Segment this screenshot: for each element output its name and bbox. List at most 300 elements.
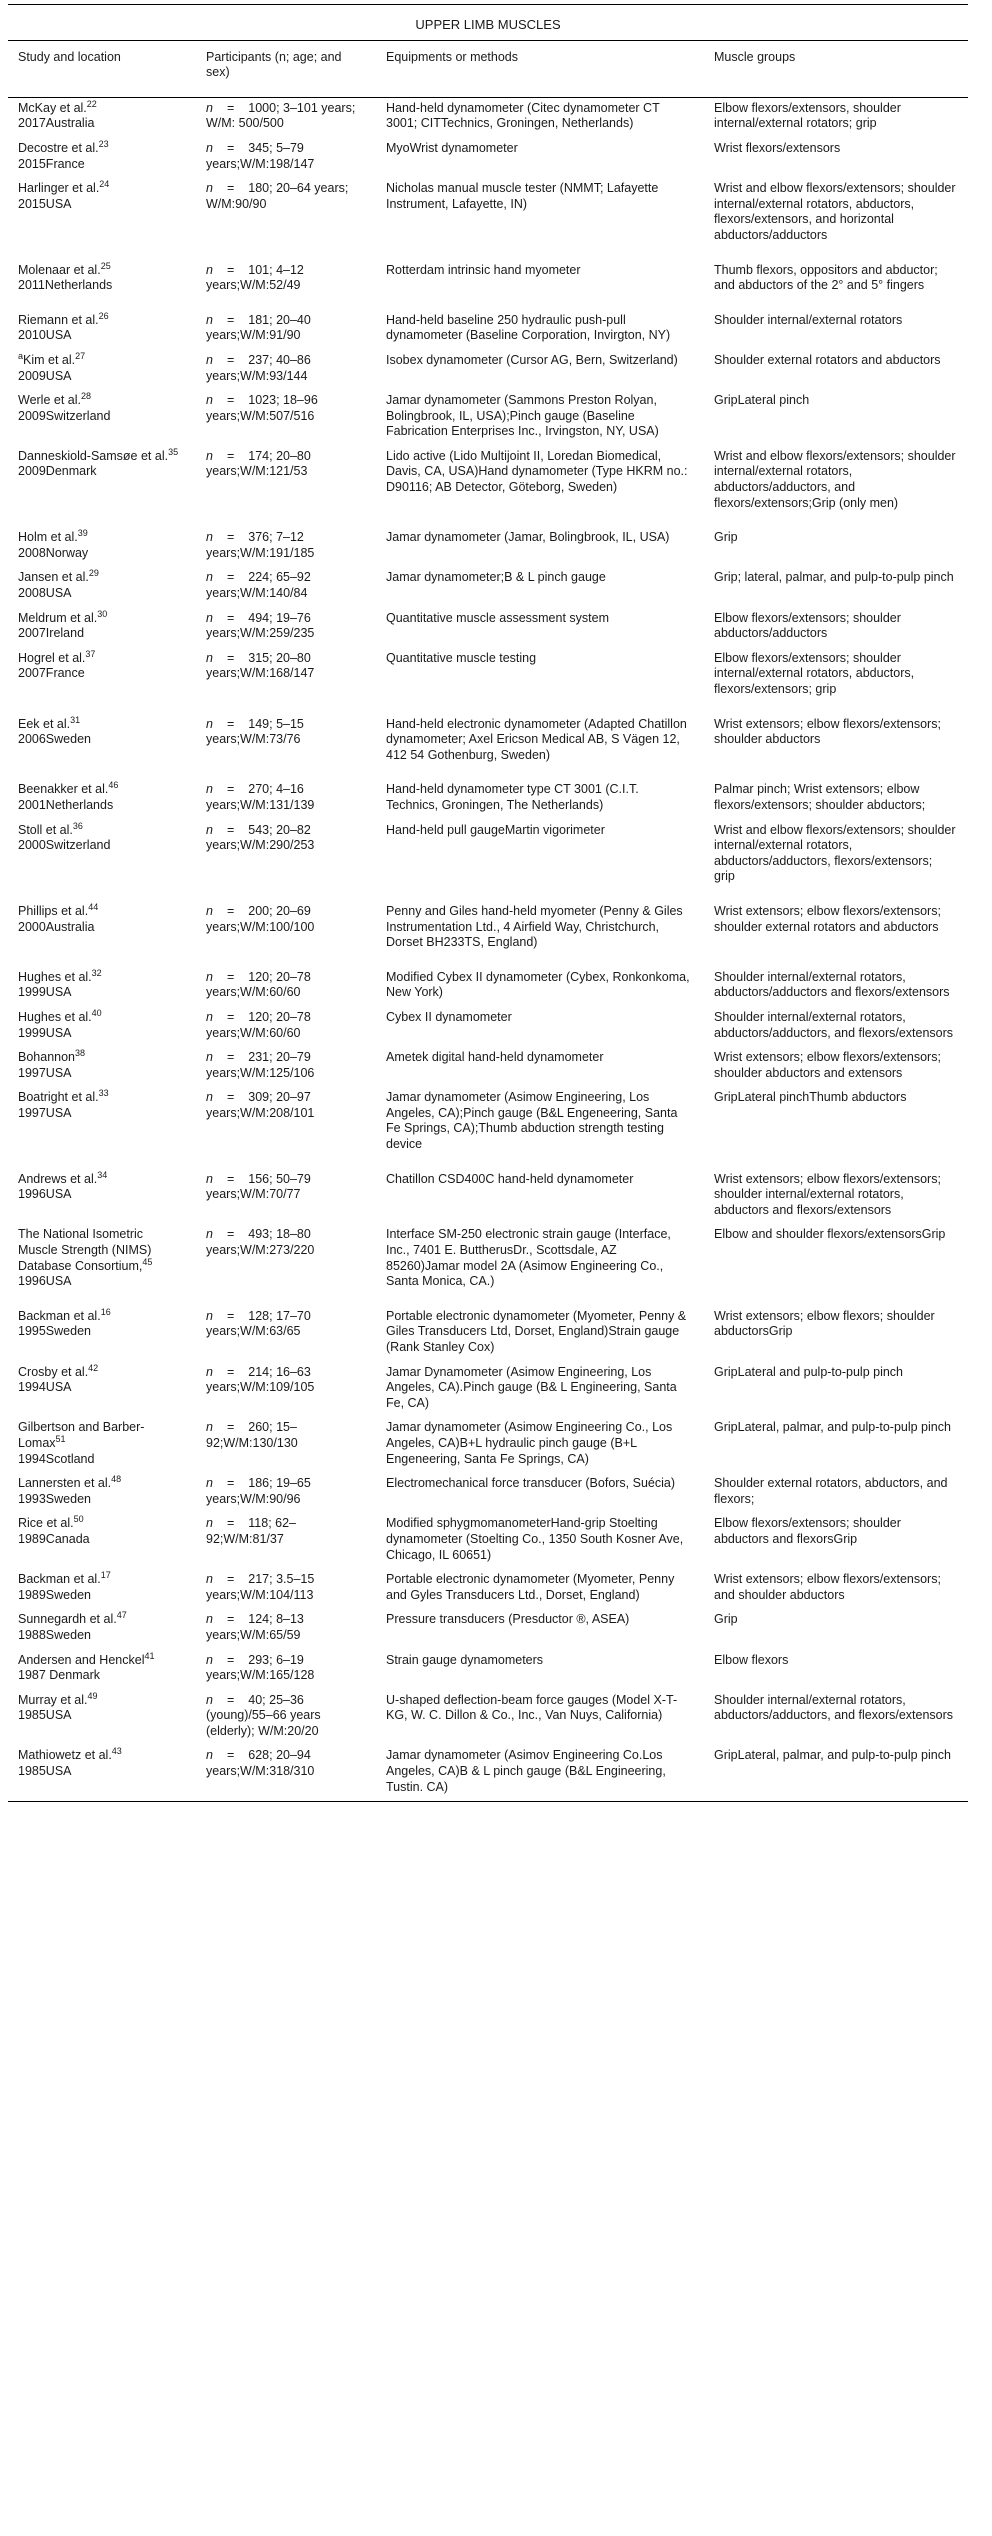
participants-equals: = xyxy=(226,100,235,115)
participants-n-label: n xyxy=(206,1364,213,1379)
equipment-cell: Jamar dynamometer (Asimow Engineering Co., Los Angeles, CA)B+L hydraulic pinch gauge (B+L Engeneering, Santa Fe Springs, CA) xyxy=(386,1420,673,1466)
study-location-cell xyxy=(8,1087,196,1168)
participants-cell xyxy=(196,1690,376,1746)
participants-cell xyxy=(196,1569,376,1609)
participants-equals: = xyxy=(226,1171,235,1186)
participants-equals: = xyxy=(226,1364,235,1379)
study-year-location: 2001Netherlands xyxy=(18,797,114,812)
muscle-groups-cell: Shoulder internal/external rotators, abductors/adductors, and flexors/extensors xyxy=(714,1009,954,1040)
participants-value: 40; 25–36 (young)/55–66 years (elderly); W/M:20/20 xyxy=(206,1692,321,1738)
participants-equals: = xyxy=(226,822,235,837)
participants-cell xyxy=(196,608,376,648)
participants-value: 224; 65–92 years;W/M:140/84 xyxy=(206,570,311,601)
equipment-cell: Hand-held baseline 250 hydraulic push-pull dynamometer (Baseline Corporation, Invirgton, NY) xyxy=(386,312,671,343)
equipment-cell: Jamar dynamometer (Sammons Preston Rolyan, Bolingbrook, IL, USA);Pinch gauge (Baseline Fabrication Enterprises Inc., Irvingston, NY, USA) xyxy=(386,393,659,439)
study-year-location: 2015USA xyxy=(18,196,72,211)
reference-number: 32 xyxy=(91,967,102,978)
equipment-cell: Hand-held dynamometer type CT 3001 (C.I.T. Technics, Groningen, The Netherlands) xyxy=(386,782,639,812)
participants-value: 1023; 18–96 years;W/M:507/516 xyxy=(206,393,318,423)
reference-number: 42 xyxy=(88,1362,99,1373)
study-year-location: 1994USA xyxy=(18,1380,72,1395)
study-location-cell xyxy=(8,1473,196,1513)
study-author: Boatright et al. xyxy=(18,1090,99,1105)
reference-number: 38 xyxy=(75,1048,86,1059)
participants-cell xyxy=(196,446,376,527)
study-location-cell xyxy=(8,608,196,648)
study-location-cell xyxy=(8,310,196,350)
participants-n-label: n xyxy=(206,969,213,984)
study-location-cell xyxy=(8,178,196,259)
study-year-location: 1993Sweden xyxy=(18,1491,91,1506)
participants-cell xyxy=(196,779,376,819)
study-year-location: 1997USA xyxy=(18,1065,72,1080)
participants-n-label: n xyxy=(206,100,213,115)
muscle-groups-cell: Elbow flexors/extensors; shoulder abductors/adductors xyxy=(714,610,901,641)
reference-number: 16 xyxy=(100,1306,111,1317)
muscle-groups-cell: GripLateral, palmar, and pulp-to-pulp pinch xyxy=(714,1420,951,1435)
participants-cell xyxy=(196,390,376,446)
study-author: Decostre et al. xyxy=(18,140,99,155)
study-year-location: 1996USA xyxy=(18,1274,72,1289)
muscle-groups-cell: Thumb flexors, oppositors and abductor; and abductors of the 2° and 5° fingers xyxy=(714,262,938,293)
participants-cell xyxy=(196,1417,376,1473)
study-year-location: 1988Sweden xyxy=(18,1627,91,1642)
participants-equals: = xyxy=(226,1090,235,1105)
study-location-cell xyxy=(8,820,196,901)
equipment-cell: Nicholas manual muscle tester (NMMT; Lafayette Instrument, Lafayette, IN) xyxy=(386,181,659,211)
reference-number: 51 xyxy=(55,1433,66,1444)
participants-n-label: n xyxy=(206,610,213,625)
study-author: Sunnegardh et al. xyxy=(18,1612,117,1627)
table-row xyxy=(8,1087,968,1168)
study-author: Hughes et al. xyxy=(18,1009,92,1024)
participants-n-label: n xyxy=(206,1050,213,1065)
participants-n-label: n xyxy=(206,1090,213,1105)
equipment-cell: Modified Cybex II dynamometer (Cybex, Ronkonkoma, New York) xyxy=(386,969,690,1000)
muscle-groups-cell: Wrist extensors; elbow flexors; shoulder abductorsGrip xyxy=(714,1308,935,1339)
reference-number: 33 xyxy=(98,1088,109,1099)
participants-equals: = xyxy=(226,181,235,196)
reference-number: 43 xyxy=(111,1746,122,1757)
participants-equals: = xyxy=(226,1572,235,1587)
table-row xyxy=(8,97,968,138)
table-row xyxy=(8,608,968,648)
equipment-cell: Hand-held dynamometer (Citec dynamometer CT 3001; CITTechnics, Groningen, Netherlands) xyxy=(386,100,660,131)
participants-cell xyxy=(196,1007,376,1047)
study-author: Backman et al. xyxy=(18,1572,101,1587)
reference-number: 29 xyxy=(88,568,99,579)
muscle-groups-cell: Shoulder internal/external rotators, abductors/adductors, and flexors/extensors xyxy=(714,1692,954,1723)
upper-limb-muscles-table xyxy=(8,4,968,1802)
reference-number: 48 xyxy=(111,1474,122,1485)
equipment-cell: Chatillon CSD400C hand-held dynamometer xyxy=(386,1171,634,1186)
participants-cell xyxy=(196,648,376,714)
participants-equals: = xyxy=(226,1476,235,1491)
muscle-groups-cell: Wrist extensors; elbow flexors/extensors; shoulder external rotators and abductors xyxy=(714,903,941,934)
study-location-cell xyxy=(8,714,196,780)
equipment-cell: Interface SM-250 electronic strain gauge (Interface, Inc., 7401 E. ButtherusDr., Scottsdale, AZ 85260)Jamar model 2A (Asimow Engineering Co., Santa Monica, CA.) xyxy=(386,1227,671,1289)
study-year-location: 1985USA xyxy=(18,1764,72,1779)
participants-equals: = xyxy=(226,610,235,625)
participants-cell xyxy=(196,567,376,607)
study-author: Danneskiold-Samsøe et al. xyxy=(18,448,169,463)
study-year-location: 1985USA xyxy=(18,1708,72,1723)
study-location-cell xyxy=(8,648,196,714)
study-year-location: 1997USA xyxy=(18,1105,72,1120)
participants-value: 376; 7–12 years;W/M:191/185 xyxy=(206,530,315,560)
study-year-location: 2008USA xyxy=(18,586,72,601)
reference-number: 27 xyxy=(75,350,86,361)
study-location-cell xyxy=(8,97,196,138)
participants-value: 214; 16–63 years;W/M:109/105 xyxy=(206,1364,315,1395)
study-author: Rice et al. xyxy=(18,1516,74,1531)
reference-number: 45 xyxy=(142,1256,153,1267)
table-row xyxy=(8,310,968,350)
participants-value: 128; 17–70 years;W/M:63/65 xyxy=(206,1308,311,1339)
equipment-cell: Jamar dynamometer (Asimow Engineering, Los Angeles, CA);Pinch gauge (B&L Engeneering, Santa Fe Springs, CA);Thumb abduction strength testing device xyxy=(386,1090,678,1152)
participants-n-label: n xyxy=(206,570,213,585)
participants-value: 309; 20–97 years;W/M:208/101 xyxy=(206,1090,315,1120)
muscle-groups-cell: Wrist extensors; elbow flexors/extensors; shoulder abductors xyxy=(714,716,941,747)
participants-n-label: n xyxy=(206,262,213,277)
table-body xyxy=(8,97,968,1801)
participants-cell xyxy=(196,1306,376,1362)
participants-equals: = xyxy=(226,716,235,731)
participants-cell xyxy=(196,1169,376,1225)
table-row xyxy=(8,1690,968,1746)
table-row xyxy=(8,567,968,607)
study-author: Holm et al. xyxy=(18,530,78,545)
equipment-cell: Isobex dynamometer (Cursor AG, Bern, Switzerland) xyxy=(386,352,678,367)
table-row xyxy=(8,714,968,780)
table-caption: UPPER LIMB MUSCLES xyxy=(8,5,968,41)
equipment-cell: Ametek digital hand-held dynamometer xyxy=(386,1050,604,1065)
study-location-cell xyxy=(8,1007,196,1047)
study-author: Lannersten et al. xyxy=(18,1476,112,1491)
participants-value: 180; 20–64 years; W/M:90/90 xyxy=(206,181,349,211)
participants-value: 293; 6–19 years;W/M:165/128 xyxy=(206,1652,315,1683)
study-location-cell xyxy=(8,1650,196,1690)
study-location-cell xyxy=(8,967,196,1007)
participants-n-label: n xyxy=(206,716,213,731)
table-row xyxy=(8,1417,968,1473)
participants-value: 101; 4–12 years;W/M:52/49 xyxy=(206,262,304,293)
muscle-groups-cell: Elbow flexors xyxy=(714,1652,789,1667)
study-year-location: 1995Sweden xyxy=(18,1324,91,1339)
participants-n-label: n xyxy=(206,140,213,155)
participants-n-label: n xyxy=(206,782,213,797)
equipment-cell: Lido active (Lido Multijoint II, Loredan Biomedical, Davis, CA, USA)Hand dynamometer (Type HKRM no.: D90116; AB Detector, Göteborg, Sweden) xyxy=(386,448,688,495)
study-author: Hughes et al. xyxy=(18,969,92,984)
study-location-cell xyxy=(8,1047,196,1087)
reference-number: 39 xyxy=(77,528,88,539)
participants-equals: = xyxy=(226,1748,235,1763)
study-location-cell xyxy=(8,1169,196,1225)
study-author: Hogrel et al. xyxy=(18,650,86,665)
study-year-location: 2007Ireland xyxy=(18,626,85,641)
table-row xyxy=(8,1650,968,1690)
muscle-groups-cell: Shoulder external rotators and abductors xyxy=(714,352,941,367)
participants-equals: = xyxy=(226,1420,235,1435)
participants-value: 1000; 3–101 years; W/M: 500/500 xyxy=(206,100,356,131)
table-row xyxy=(8,1569,968,1609)
muscle-groups-cell: Grip; lateral, palmar, and pulp-to-pulp pinch xyxy=(714,570,954,585)
muscle-groups-cell: GripLateral pinch xyxy=(714,393,810,408)
participants-n-label: n xyxy=(206,1420,213,1435)
table-row xyxy=(8,350,968,390)
equipment-cell: Hand-held electronic dynamometer (Adapted Chatillon dynamometer; Axel Ericson Medical AB, S Vägen 12, 412 54 Gothenburg, Sweden) xyxy=(386,716,687,762)
table-row xyxy=(8,779,968,819)
study-year-location: 2015France xyxy=(18,156,85,171)
participants-cell xyxy=(196,178,376,259)
reference-number: 24 xyxy=(99,179,110,190)
participants-value: 181; 20–40 years;W/M:91/90 xyxy=(206,312,311,343)
study-author: Murray et al. xyxy=(18,1692,88,1707)
muscle-groups-cell: Wrist extensors; elbow flexors/extensors; and shoulder abductors xyxy=(714,1572,941,1602)
study-year-location: 1987 Denmark xyxy=(18,1668,100,1683)
participants-n-label: n xyxy=(206,1692,213,1707)
study-author: Bohannon xyxy=(18,1050,76,1065)
muscle-groups-cell: GripLateral pinchThumb abductors xyxy=(714,1090,907,1105)
table-row xyxy=(8,138,968,178)
study-location-cell xyxy=(8,1609,196,1649)
table-row xyxy=(8,260,968,310)
equipment-cell: Rotterdam intrinsic hand myometer xyxy=(386,262,581,277)
study-location-cell xyxy=(8,446,196,527)
header-equipments-methods: Equipments or methods xyxy=(376,40,704,97)
table-row xyxy=(8,1513,968,1569)
study-year-location: 2000Switzerland xyxy=(18,838,111,853)
reference-number: 46 xyxy=(108,780,119,791)
participants-equals: = xyxy=(226,262,235,277)
participants-n-label: n xyxy=(206,822,213,837)
equipment-cell: U-shaped deflection-beam force gauges (Model X-T-KG, W. C. Dillon & Co., Inc., Van Nuys, California) xyxy=(386,1692,678,1723)
participants-equals: = xyxy=(226,352,235,367)
study-location-cell xyxy=(8,1745,196,1801)
participants-cell xyxy=(196,1224,376,1305)
participants-value: 200; 20–69 years;W/M:100/100 xyxy=(206,903,315,934)
muscle-groups-cell: Shoulder external rotators, abductors, and flexors; xyxy=(714,1476,948,1506)
participants-cell xyxy=(196,967,376,1007)
participants-cell xyxy=(196,310,376,350)
participants-cell xyxy=(196,260,376,310)
study-location-cell xyxy=(8,1306,196,1362)
participants-cell xyxy=(196,1473,376,1513)
header-participants: Participants (n; age; and sex) xyxy=(196,40,376,97)
study-author: McKay et al. xyxy=(18,100,87,115)
muscle-groups-cell: Elbow flexors/extensors; shoulder internal/external rotators, abductors, flexors/extensors; grip xyxy=(714,650,915,696)
study-location-cell xyxy=(8,779,196,819)
participants-equals: = xyxy=(226,393,235,408)
table-row xyxy=(8,390,968,446)
equipment-cell: Cybex II dynamometer xyxy=(386,1009,512,1024)
participants-n-label: n xyxy=(206,352,213,367)
study-location-cell xyxy=(8,138,196,178)
participants-equals: = xyxy=(226,1050,235,1065)
participants-n-label: n xyxy=(206,181,213,196)
study-year-location: 1994Scotland xyxy=(18,1451,95,1466)
study-location-cell xyxy=(8,1417,196,1473)
equipment-cell: Portable electronic dynamometer (Myometer, Penny & Giles Transducers Ltd, Dorset, England)Strain gauge (Rank Stanley Cox) xyxy=(386,1308,687,1354)
participants-value: 156; 50–79 years;W/M:70/77 xyxy=(206,1171,311,1202)
study-author: The National Isometric Muscle Strength (NIMS) Database Consortium, xyxy=(18,1227,152,1273)
reference-number: 50 xyxy=(73,1514,84,1525)
participants-equals: = xyxy=(226,1516,235,1531)
participants-equals: = xyxy=(226,969,235,984)
equipment-cell: Penny and Giles hand-held myometer (Penny & Giles Instrumentation Ltd., 4 Airfield Way, Christchurch, Dorset BH233TS, England) xyxy=(386,903,683,950)
study-year-location: 2007France xyxy=(18,666,85,681)
table-row xyxy=(8,648,968,714)
equipment-cell: Jamar dynamometer (Jamar, Bolingbrook, IL, USA) xyxy=(386,530,670,545)
participants-n-label: n xyxy=(206,903,213,918)
study-year-location: 2000Australia xyxy=(18,919,95,934)
participants-cell xyxy=(196,97,376,138)
muscle-groups-cell: Wrist and elbow flexors/extensors; shoulder internal/external rotators, abductors, flexors/extensors, and horizontal abductors/adductors xyxy=(714,181,956,242)
participants-n-label: n xyxy=(206,448,213,463)
muscle-groups-cell: Shoulder internal/external rotators xyxy=(714,312,903,327)
study-author: Mathiowetz et al. xyxy=(18,1748,112,1763)
participants-equals: = xyxy=(226,448,235,463)
equipment-cell: Jamar Dynamometer (Asimow Engineering, Los Angeles, CA).Pinch gauge (B& L Engineering, Santa Fe, CA) xyxy=(386,1364,677,1410)
reference-number: 23 xyxy=(98,138,109,149)
participants-equals: = xyxy=(226,1612,235,1627)
table-row xyxy=(8,1007,968,1047)
study-author: Beenakker et al. xyxy=(18,782,109,797)
participants-n-label: n xyxy=(206,1572,213,1587)
participants-n-label: n xyxy=(206,650,213,665)
study-author: Phillips et al. xyxy=(18,903,89,918)
study-author: Gilbertson and Barber-Lomax xyxy=(18,1420,145,1450)
study-location-cell xyxy=(8,260,196,310)
table-row xyxy=(8,527,968,567)
study-location-cell xyxy=(8,1362,196,1418)
participants-n-label: n xyxy=(206,1516,213,1531)
reference-number: 31 xyxy=(70,714,81,725)
muscle-groups-cell: Elbow flexors/extensors; shoulder abductors and flexorsGrip xyxy=(714,1516,901,1546)
participants-value: 543; 20–82 years;W/M:290/253 xyxy=(206,822,315,853)
table-row xyxy=(8,1362,968,1418)
muscle-groups-cell: Shoulder internal/external rotators, abductors/adductors and flexors/extensors xyxy=(714,969,950,1000)
study-author: Jansen et al. xyxy=(18,570,89,585)
muscle-groups-cell: Palmar pinch; Wrist extensors; elbow flexors/extensors; shoulder abductors; xyxy=(714,782,926,812)
study-year-location: 2006Sweden xyxy=(18,732,91,747)
participants-equals: = xyxy=(226,570,235,585)
participants-n-label: n xyxy=(206,1009,213,1024)
study-location-cell xyxy=(8,567,196,607)
muscle-groups-cell: Wrist and elbow flexors/extensors; shoulder internal/external rotators, abductors/adductors, and flexors/extensors;Grip (only men) xyxy=(714,448,956,510)
reference-number: 44 xyxy=(88,901,99,912)
participants-n-label: n xyxy=(206,312,213,327)
participants-cell xyxy=(196,820,376,901)
study-author: Crosby et al. xyxy=(18,1364,89,1379)
participants-value: 231; 20–79 years;W/M:125/106 xyxy=(206,1050,315,1080)
study-location-cell xyxy=(8,390,196,446)
study-year-location: 1989Canada xyxy=(18,1531,90,1546)
table-row xyxy=(8,1609,968,1649)
table-row xyxy=(8,820,968,901)
participants-n-label: n xyxy=(206,530,213,545)
reference-number: 35 xyxy=(168,446,179,457)
muscle-groups-cell: Wrist flexors/extensors xyxy=(714,140,841,155)
study-location-cell xyxy=(8,1513,196,1569)
participants-value: 270; 4–16 years;W/M:131/139 xyxy=(206,782,315,812)
participants-value: 186; 19–65 years;W/M:90/96 xyxy=(206,1476,311,1506)
participants-cell xyxy=(196,1650,376,1690)
participants-equals: = xyxy=(226,903,235,918)
study-author: Molenaar et al. xyxy=(18,262,101,277)
study-author: Eek et al. xyxy=(18,716,71,731)
equipment-cell: Strain gauge dynamometers xyxy=(386,1652,544,1667)
participants-equals: = xyxy=(226,650,235,665)
reference-number: 36 xyxy=(72,820,83,831)
participants-equals: = xyxy=(226,312,235,327)
equipment-cell: Quantitative muscle assessment system xyxy=(386,610,609,625)
header-study-location: Study and location xyxy=(8,40,196,97)
muscle-groups-cell: Grip xyxy=(714,530,738,545)
reference-number: 30 xyxy=(97,608,108,619)
study-year-location: 1999USA xyxy=(18,1025,72,1040)
study-location-cell xyxy=(8,527,196,567)
muscle-groups-cell: Elbow and shoulder flexors/extensorsGrip xyxy=(714,1227,946,1242)
study-year-location: 2009Denmark xyxy=(18,464,97,479)
participants-value: 217; 3.5–15 years;W/M:104/113 xyxy=(206,1572,315,1602)
participants-n-label: n xyxy=(206,1227,213,1242)
participants-value: 628; 20–94 years;W/M:318/310 xyxy=(206,1748,315,1779)
participants-cell xyxy=(196,901,376,967)
reference-number: 49 xyxy=(87,1690,98,1701)
participants-value: 124; 8–13 years;W/M:65/59 xyxy=(206,1612,304,1642)
equipment-cell: Quantitative muscle testing xyxy=(386,650,537,665)
study-year-location: 1996USA xyxy=(18,1187,72,1202)
participants-cell xyxy=(196,714,376,780)
participants-equals: = xyxy=(226,1652,235,1667)
participants-cell xyxy=(196,1609,376,1649)
participants-n-label: n xyxy=(206,1652,213,1667)
participants-value: 120; 20–78 years;W/M:60/60 xyxy=(206,969,311,1000)
participants-equals: = xyxy=(226,1692,235,1707)
participants-equals: = xyxy=(226,1308,235,1323)
participants-n-label: n xyxy=(206,393,213,408)
participants-cell xyxy=(196,350,376,390)
footnote-marker: a xyxy=(18,350,24,361)
reference-number: 34 xyxy=(97,1169,108,1180)
participants-cell xyxy=(196,1362,376,1418)
study-author: Andersen and Henckel xyxy=(18,1652,145,1667)
equipment-cell: Modified sphygmomanometerHand-grip Stoelting dynamometer (Stoelting Co., 1350 South Kosner Ave, Chicago, IL 60651) xyxy=(386,1516,684,1562)
participants-cell xyxy=(196,1087,376,1168)
muscle-groups-cell: Wrist extensors; elbow flexors/extensors; shoulder internal/external rotators, abductors and flexors/extensors xyxy=(714,1171,941,1217)
reference-number: 26 xyxy=(98,310,109,321)
table-row xyxy=(8,1047,968,1087)
participants-value: 237; 40–86 years;W/M:93/144 xyxy=(206,352,311,383)
participants-equals: = xyxy=(226,782,235,797)
participants-equals: = xyxy=(226,530,235,545)
study-author: Harlinger et al. xyxy=(18,181,100,196)
table-container xyxy=(8,4,968,1802)
study-author: Stoll et al. xyxy=(18,822,73,837)
participants-equals: = xyxy=(226,140,235,155)
study-location-cell xyxy=(8,350,196,390)
table-row xyxy=(8,967,968,1007)
participants-equals: = xyxy=(226,1009,235,1024)
participants-equals: = xyxy=(226,1227,235,1242)
study-year-location: 2009Switzerland xyxy=(18,408,111,423)
participants-cell xyxy=(196,527,376,567)
muscle-groups-cell: Wrist and elbow flexors/extensors; shoulder internal/external rotators, abductors/adductors, flexors/extensors; grip xyxy=(714,822,956,884)
table-row xyxy=(8,901,968,967)
participants-n-label: n xyxy=(206,1612,213,1627)
study-year-location: 2008Norway xyxy=(18,545,89,560)
